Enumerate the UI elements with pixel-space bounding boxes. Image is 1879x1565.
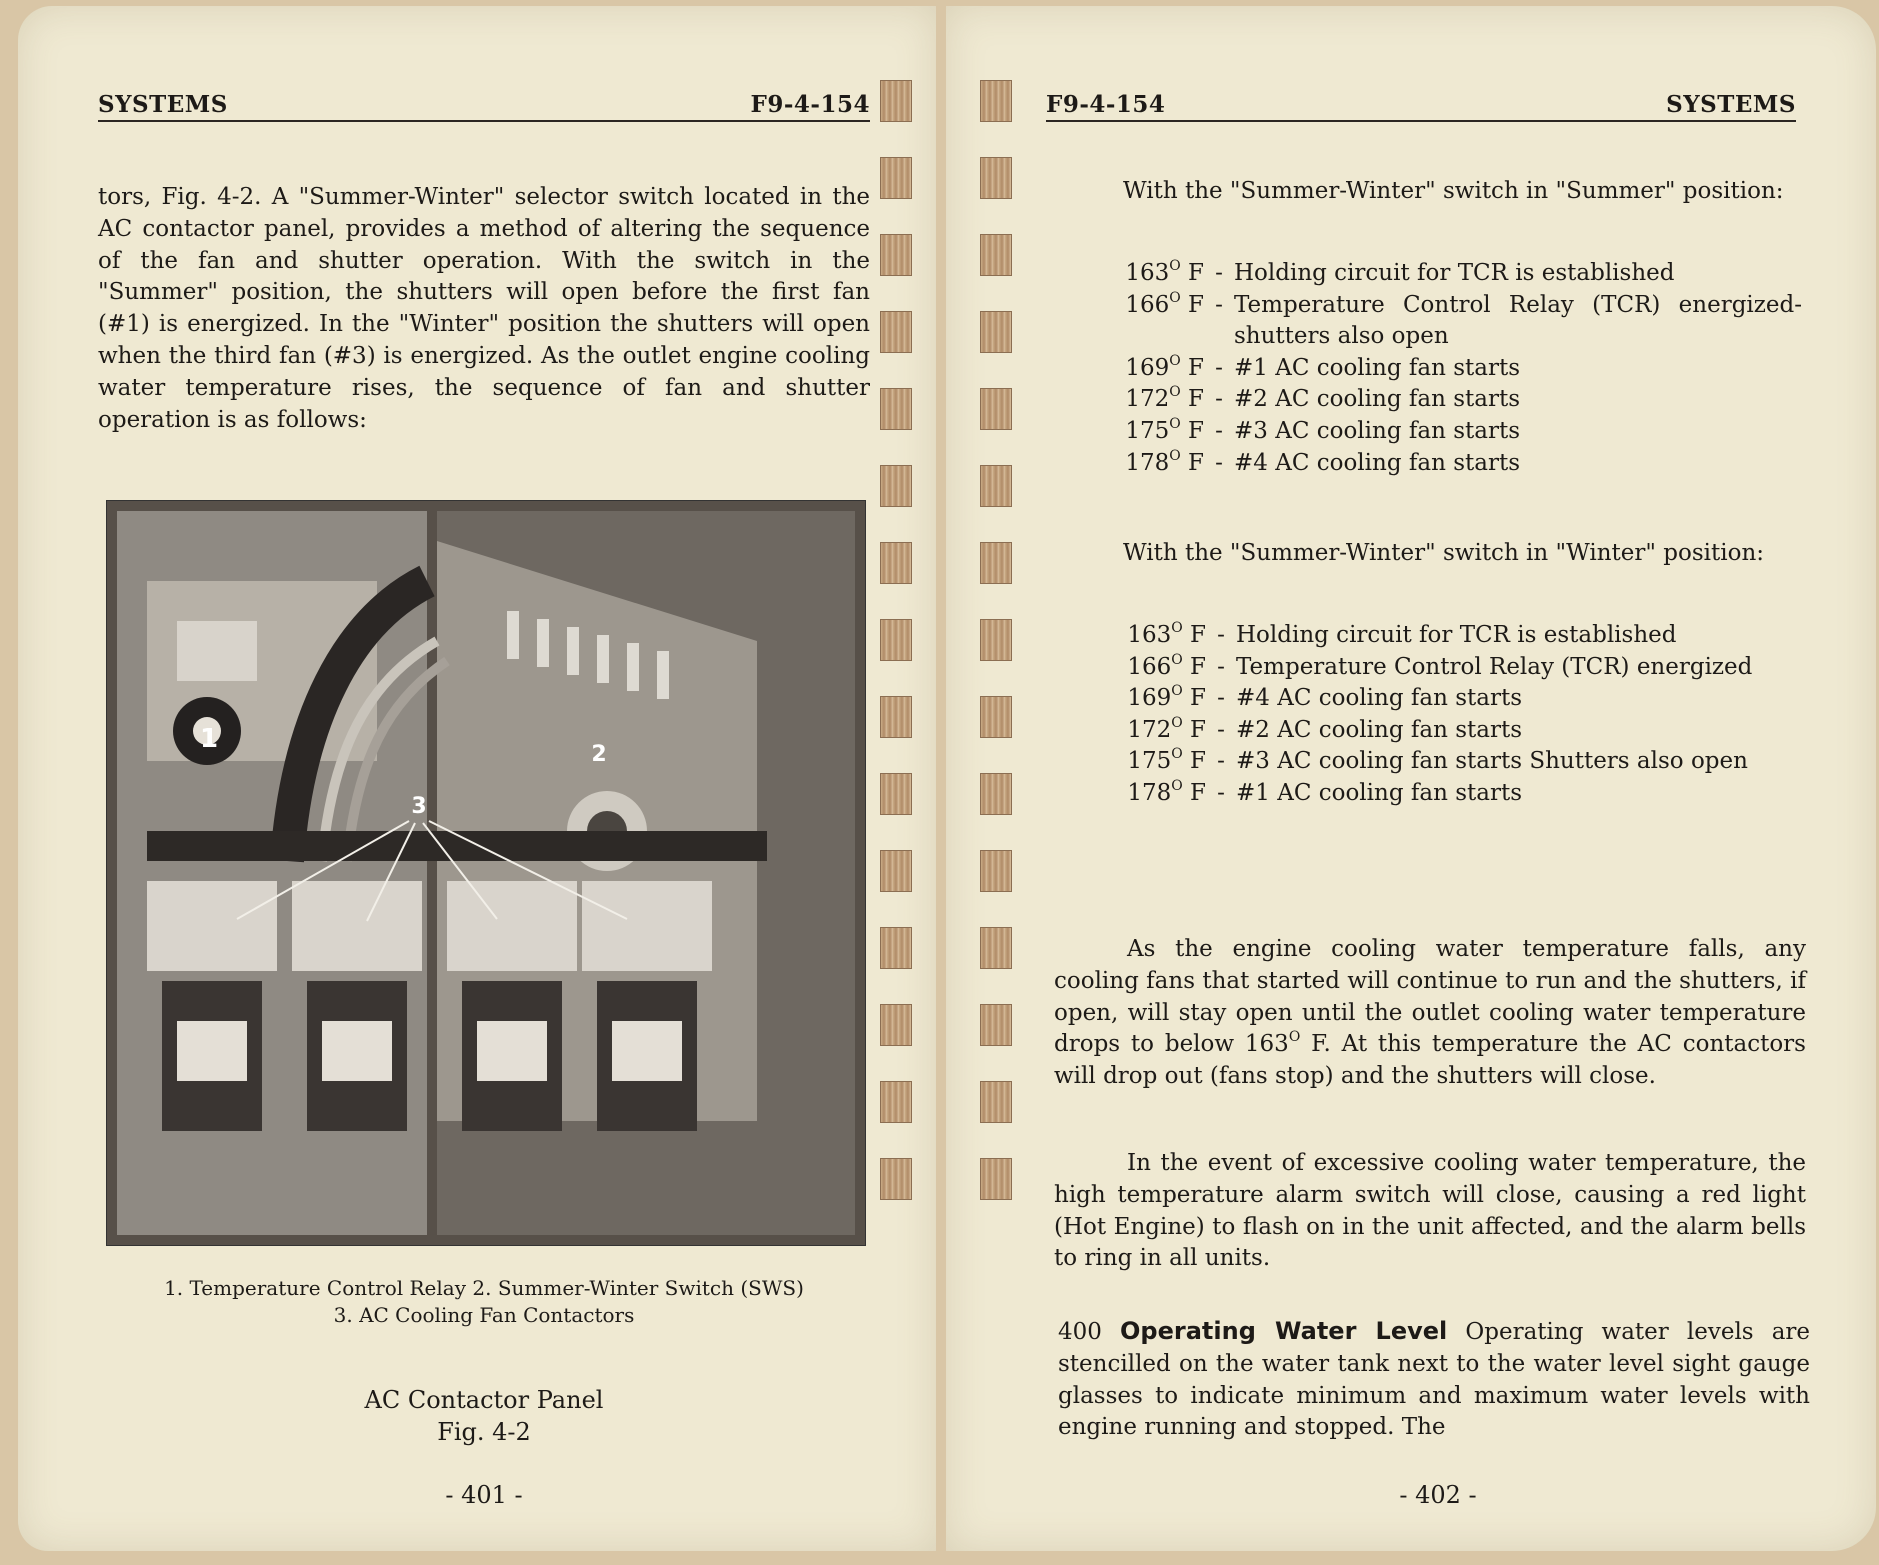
row-description: #4 AC cooling fan starts: [1234, 449, 1521, 476]
degree-mark: O: [1171, 746, 1183, 763]
caption-line-2: 3. AC Cooling Fan Contactors: [333, 1303, 635, 1327]
sequence-row: [1082, 652, 1804, 684]
callout-2: 2: [591, 742, 607, 767]
alarm-paragraph: In the event of excessive cooling water temperature, the high temperature alarm switch will close, causing a red light (Hot Engine) to flash on in the unit affected, and the alarm bells to ring in all units.: [1054, 1150, 1806, 1272]
degree-mark: O: [1171, 777, 1183, 794]
row-dash: -: [1215, 354, 1223, 381]
page-header: [1046, 84, 1796, 122]
row-dash: -: [1215, 449, 1223, 476]
temperature-unit: F: [1188, 260, 1204, 286]
figure-title: AC Contactor Panel: [364, 1386, 604, 1414]
section-number: 400: [1058, 1319, 1102, 1345]
sequence-row: [1080, 384, 1802, 416]
ac-contactor-panel-photo: [106, 500, 866, 1246]
temperature-value: 178: [1125, 449, 1170, 476]
spiral-ring: [980, 850, 1012, 892]
temperature-value: 163: [1125, 260, 1170, 286]
row-dash: -: [1217, 779, 1225, 806]
temperature-unit: F: [1190, 685, 1206, 712]
page-header: [98, 84, 870, 122]
spiral-ring: [880, 696, 912, 738]
spiral-ring: [980, 1081, 1012, 1123]
caption-line-1: 1. Temperature Control Relay 2. Summer-Winter Switch (SWS): [164, 1276, 804, 1300]
degree-mark: O: [1169, 352, 1181, 369]
section-title: Operating Water Level: [1120, 1317, 1448, 1345]
temperature-value: 175: [1127, 748, 1172, 775]
temperature-unit: F: [1190, 748, 1206, 775]
degree-mark: O: [1169, 447, 1181, 464]
temperature-unit: F: [1188, 354, 1204, 381]
temperature-value: 178: [1127, 779, 1172, 806]
spiral-ring: [980, 311, 1012, 353]
spiral-ring: [880, 157, 912, 199]
degree-mark: O: [1169, 289, 1181, 306]
temperature-unit: F: [1190, 622, 1206, 648]
figure-number: Fig. 4-2: [437, 1418, 531, 1446]
callout-3: 3: [411, 794, 427, 819]
spiral-ring: [980, 1004, 1012, 1046]
temperature-unit: F: [1190, 779, 1206, 806]
left-page: [18, 6, 936, 1551]
row-temperature: [1080, 290, 1204, 353]
row-temperature: [1080, 258, 1204, 290]
spiral-ring: [880, 465, 912, 507]
spiral-ring: [980, 927, 1012, 969]
row-dash: -: [1215, 291, 1223, 318]
section-text: Operating water levels are stencilled on the water tank next to the water level sight gauge glasses to indicate minimum and maximum water levels with engine running and stopped. The: [1058, 1319, 1811, 1441]
summer-sequence-table: [1080, 258, 1802, 479]
row-description: Holding circuit for TCR is established: [1234, 260, 1675, 286]
row-temperature: [1080, 416, 1204, 448]
temperature-unit: F: [1188, 417, 1204, 444]
sequence-row: [1082, 620, 1804, 652]
falling-temperature-paragraph: [1054, 934, 1806, 1093]
sequence-row: [1082, 746, 1804, 778]
row-dash: -: [1217, 622, 1225, 648]
row-temperature: [1082, 746, 1206, 778]
row-description: #2 AC cooling fan starts: [1236, 716, 1523, 743]
header-right: F9-4-154: [750, 91, 870, 118]
row-temperature: [1082, 620, 1206, 652]
degree-mark: O: [1169, 415, 1181, 432]
spiral-ring: [980, 157, 1012, 199]
spiral-ring: [980, 80, 1012, 122]
header-left: SYSTEMS: [98, 91, 228, 118]
degree-mark: O: [1171, 714, 1183, 731]
row-dash: -: [1215, 386, 1223, 413]
spiral-ring: [880, 542, 912, 584]
spiral-ring: [880, 773, 912, 815]
spiral-ring: [880, 1004, 912, 1046]
row-description: Temperature Control Relay (TCR) energized-shutters also open: [1234, 291, 1802, 350]
row-temperature: [1082, 778, 1206, 810]
figure-title-block: [98, 1384, 870, 1448]
falling-text-a: As the engine cooling water temperature falls, any cooling fans that started will continue to run and the shutters, if open, will stay open until the outlet cooling water temperature drops to below 163: [1054, 936, 1806, 1058]
row-description: #2 AC cooling fan starts: [1234, 386, 1521, 413]
figure-caption: [98, 1275, 870, 1329]
spiral-ring: [980, 696, 1012, 738]
spiral-ring: [880, 850, 912, 892]
spiral-ring: [880, 927, 912, 969]
spiral-ring: [980, 234, 1012, 276]
row-description: #1 AC cooling fan starts: [1236, 779, 1523, 806]
sequence-row: [1082, 778, 1804, 810]
sequence-row: [1080, 258, 1802, 290]
temperature-value: 166: [1125, 291, 1170, 318]
temperature-value: 169: [1127, 685, 1172, 712]
right-page: [946, 6, 1876, 1551]
row-dash: -: [1217, 716, 1225, 743]
row-temperature: [1082, 715, 1206, 747]
spiral-ring: [980, 773, 1012, 815]
row-dash: -: [1217, 748, 1225, 775]
row-description: #3 AC cooling fan starts Shutters also open: [1236, 748, 1748, 775]
winter-intro: With the "Summer-Winter" switch in "Winter" position:: [1123, 540, 1765, 566]
row-description: #4 AC cooling fan starts: [1236, 685, 1523, 712]
sequence-row: [1080, 353, 1802, 385]
spiral-ring: [980, 542, 1012, 584]
spiral-ring: [880, 619, 912, 661]
temperature-unit: F: [1188, 449, 1204, 476]
sequence-row: [1080, 290, 1802, 353]
spiral-ring: [980, 619, 1012, 661]
section-400: [1058, 1316, 1810, 1444]
spiral-ring: [880, 388, 912, 430]
sequence-row: [1082, 715, 1804, 747]
summer-intro: With the "Summer-Winter" switch in "Summer" position:: [1123, 178, 1784, 204]
row-dash: -: [1217, 685, 1225, 712]
temperature-value: 166: [1127, 653, 1172, 680]
spiral-ring: [880, 1158, 912, 1200]
row-temperature: [1080, 353, 1204, 385]
degree-mark: O: [1171, 651, 1183, 668]
intro-paragraph: tors, Fig. 4-2. A "Summer-Winter" selector switch located in the AC contactor panel, provides a method of altering the sequence of the fan and shutter operation. With the switch in the "Summer" position, the shutters will open before the first fan (#1) is energized. In the "Winter" position the shutters will open when the third fan (#3) is energized. As the outlet engine cooling water temperature rises, the sequence of fan and shutter operation is as follows:: [98, 184, 870, 433]
spiral-ring: [980, 1158, 1012, 1200]
header-right: SYSTEMS: [1666, 91, 1796, 118]
temperature-unit: F: [1188, 386, 1204, 413]
degree-mark: O: [1169, 384, 1181, 401]
degree-mark: O: [1169, 258, 1181, 274]
page-number: - 402 -: [1399, 1481, 1477, 1509]
row-description: Holding circuit for TCR is established: [1236, 622, 1677, 648]
temperature-value: 163: [1127, 622, 1172, 648]
row-temperature: [1080, 448, 1204, 480]
sequence-row: [1080, 448, 1802, 480]
temperature-value: 169: [1125, 354, 1170, 381]
panel-photo-illustration: [107, 501, 865, 1245]
temperature-unit: F: [1190, 653, 1206, 680]
degree-mark: O: [1171, 620, 1183, 636]
callout-1: 1: [199, 724, 219, 754]
temperature-unit: F: [1190, 716, 1206, 743]
sequence-row: [1080, 416, 1802, 448]
temperature-unit: F: [1188, 291, 1204, 318]
row-temperature: [1082, 683, 1206, 715]
page-number: - 401 -: [445, 1481, 523, 1509]
falling-text-b: F. At this temperature the AC contactors will drop out (fans stop) and the shutters will close.: [1054, 1031, 1806, 1090]
header-left: F9-4-154: [1046, 91, 1166, 118]
row-temperature: [1080, 384, 1204, 416]
spiral-ring: [880, 1081, 912, 1123]
row-description: #3 AC cooling fan starts: [1234, 417, 1521, 444]
sequence-row: [1082, 683, 1804, 715]
degree-mark: O: [1171, 683, 1183, 700]
row-temperature: [1082, 652, 1206, 684]
degree-mark: O: [1288, 1029, 1301, 1046]
temperature-value: 172: [1125, 386, 1170, 413]
spiral-ring: [880, 80, 912, 122]
spiral-ring: [880, 234, 912, 276]
spiral-ring: [980, 465, 1012, 507]
row-description: Temperature Control Relay (TCR) energized: [1236, 653, 1753, 680]
row-dash: -: [1215, 417, 1223, 444]
winter-sequence-table: [1082, 620, 1804, 810]
spiral-ring: [880, 311, 912, 353]
temperature-value: 175: [1125, 417, 1170, 444]
temperature-value: 172: [1127, 716, 1172, 743]
row-dash: -: [1217, 653, 1225, 680]
spiral-ring: [980, 388, 1012, 430]
row-dash: -: [1215, 260, 1223, 286]
row-description: #1 AC cooling fan starts: [1234, 354, 1521, 381]
